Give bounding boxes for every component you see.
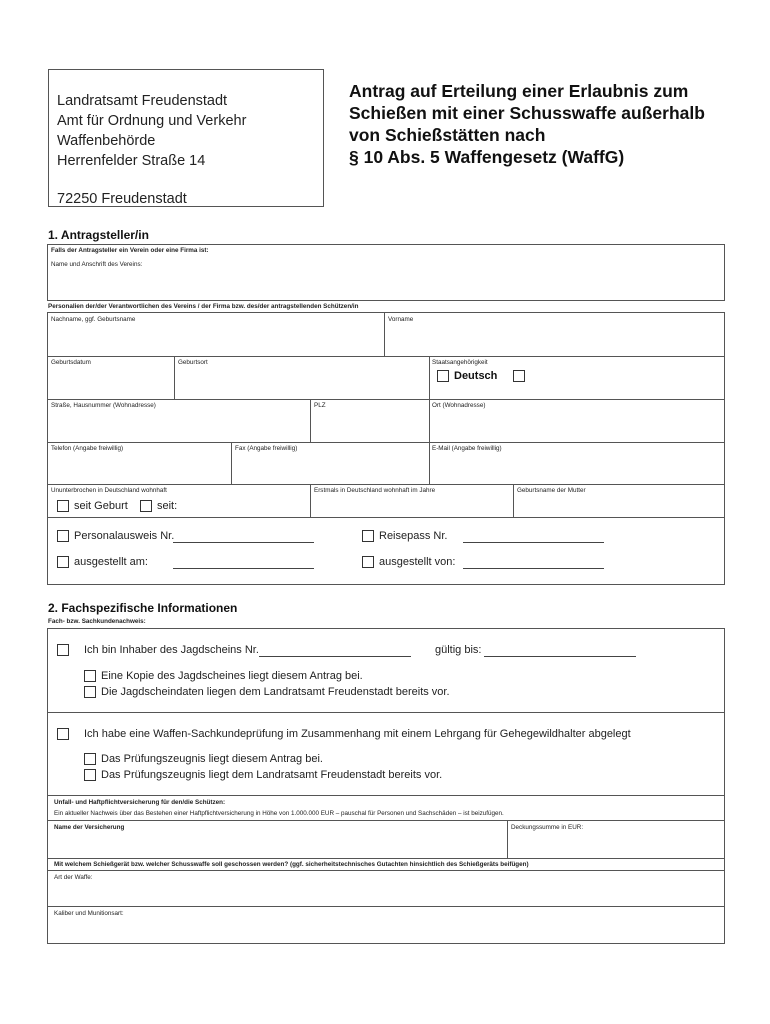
mother-name-label: Geburtsname der Mutter	[517, 487, 586, 494]
lastname-label: Nachname, ggf. Geburtsname	[51, 316, 136, 323]
issued-by-label: ausgestellt von:	[379, 556, 456, 568]
qualification-box	[47, 628, 725, 944]
copy-attached-option[interactable]	[84, 670, 363, 682]
nationality-other-option[interactable]	[513, 370, 525, 382]
nationality-german-option[interactable]	[437, 370, 497, 382]
insurance-note: Ein aktueller Nachweis über das Bestehen einer Haftpflichtversicherung in Höhe von 1.000.000 EUR – pauschal für Personen und Sachschäden – ist beizufügen.	[54, 810, 504, 817]
passport-label: Reisepass Nr.	[379, 530, 448, 542]
grid-line	[429, 442, 430, 484]
coverage-label: Deckungssumme in EUR:	[511, 824, 584, 831]
authority-address-box	[48, 69, 324, 207]
personal-data-grid	[47, 312, 725, 585]
email-label: E-Mail (Angabe freiwillig)	[432, 445, 502, 452]
fax-label: Fax (Angabe freiwillig)	[235, 445, 298, 452]
street-label: Straße, Hausnummer (Wohnadresse)	[51, 402, 156, 409]
weapon-question: Mit welchem Schießgerät bzw. welcher Schusswaffe soll geschossen werden? (ggf. sicherheitstechnisches Gutachten hinsichtlich des Schießgeräts beifügen)	[54, 861, 529, 868]
issued-on-label: ausgestellt am:	[74, 556, 148, 568]
since-birth-option[interactable]	[57, 500, 128, 512]
weapon-type-field[interactable]	[48, 871, 724, 906]
phone-label: Telefon (Angabe freiwillig)	[51, 445, 124, 452]
checkbox[interactable]	[513, 370, 525, 382]
form-title	[349, 80, 749, 168]
grid-line	[429, 356, 430, 399]
id-card-label: Personalausweis Nr.	[74, 530, 175, 542]
first-resident-label: Erstmals in Deutschland wohnhaft im Jahre	[314, 487, 436, 494]
exam-label: Ich habe eine Waffen-Sachkundeprüfung im Zusammenhang mit einem Lehrgang für Gehegewildhalter abgelegt	[84, 728, 631, 740]
lastname-field[interactable]	[48, 313, 384, 356]
title-line-3: von Schießstätten nach	[349, 125, 546, 145]
weapon-type-label: Art der Waffe:	[54, 874, 93, 881]
issued-by-field[interactable]	[463, 568, 604, 569]
cert-attached-option[interactable]	[84, 753, 323, 765]
checkbox[interactable]	[84, 753, 96, 765]
copy-attached-label: Eine Kopie des Jagdscheines liegt diesem Antrag bei.	[101, 670, 363, 682]
id-card-option[interactable]	[57, 530, 174, 542]
city-label: Ort (Wohnadresse)	[432, 402, 486, 409]
club-field[interactable]	[47, 244, 725, 301]
title-line-4: § 10 Abs. 5 Waffengesetz (WaffG)	[349, 147, 625, 167]
authority-department: Amt für Ordnung und Verkehr	[57, 113, 247, 129]
authority-city: 72250 Freudenstadt	[57, 191, 187, 207]
exam-option[interactable]	[57, 728, 69, 740]
grid-line	[174, 356, 175, 399]
club-name-label: Name und Anschrift des Vereins:	[51, 261, 143, 268]
checkbox[interactable]	[84, 769, 96, 781]
checkbox[interactable]	[57, 644, 69, 656]
checkbox[interactable]	[57, 500, 69, 512]
grid-line	[310, 399, 311, 442]
grid-line	[513, 484, 514, 517]
checkbox[interactable]	[362, 556, 374, 568]
checkbox[interactable]	[57, 530, 69, 542]
grid-line	[48, 399, 724, 400]
authority-street: Herrenfelder Straße 14	[57, 153, 206, 169]
insurance-name-field[interactable]	[48, 821, 507, 858]
firstname-label: Vorname	[388, 316, 414, 323]
checkbox[interactable]	[84, 670, 96, 682]
grid-line	[310, 484, 311, 517]
issued-by-option[interactable]	[362, 556, 455, 568]
caliber-field[interactable]	[48, 907, 724, 943]
cert-available-option[interactable]	[84, 769, 442, 781]
data-available-label: Die Jagdscheindaten liegen dem Landratsamt Freudenstadt bereits vor.	[101, 686, 450, 698]
insurance-name-label: Name der Versicherung	[54, 824, 125, 831]
valid-until-field[interactable]	[484, 656, 636, 657]
id-card-number-field[interactable]	[173, 542, 314, 543]
section-2-sub: Fach- bzw. Sachkundenachweis:	[48, 618, 146, 625]
section-2-heading: 2. Fachspezifische Informationen	[48, 601, 238, 615]
valid-until-label: gültig bis:	[435, 644, 482, 656]
caliber-label: Kaliber und Munitionsart:	[54, 910, 124, 917]
checkbox[interactable]	[437, 370, 449, 382]
issued-on-field[interactable]	[173, 568, 314, 569]
club-note: Falls der Antragsteller ein Verein oder eine Firma ist:	[51, 247, 209, 254]
checkbox[interactable]	[57, 728, 69, 740]
nationality-german-label: Deutsch	[454, 370, 498, 382]
grid-line	[48, 517, 724, 518]
hunting-license-number-field[interactable]	[259, 656, 411, 657]
grid-line	[48, 442, 724, 443]
nationality-label: Staatsangehörigkeit	[432, 359, 488, 366]
passport-option[interactable]	[362, 530, 447, 542]
grid-line	[48, 356, 724, 357]
hunting-license-label: Ich bin Inhaber des Jagdscheins Nr.	[84, 644, 259, 656]
passport-number-field[interactable]	[463, 542, 604, 543]
birthdate-label: Geburtsdatum	[51, 359, 91, 366]
checkbox[interactable]	[140, 500, 152, 512]
title-line-2: Schießen mit einer Schusswaffe außerhalb	[349, 103, 705, 123]
grid-line	[429, 399, 430, 442]
since-birth-label: seit Geburt	[74, 500, 128, 512]
hunting-license-option[interactable]	[57, 644, 69, 656]
checkbox[interactable]	[84, 686, 96, 698]
cert-attached-label: Das Prüfungszeugnis liegt diesem Antrag bei.	[101, 753, 323, 765]
zip-label: PLZ	[314, 402, 326, 409]
grid-line	[48, 795, 724, 796]
grid-line	[48, 858, 724, 859]
resident-label: Ununterbrochen in Deutschland wohnhaft	[51, 487, 167, 494]
coverage-field[interactable]	[508, 821, 724, 858]
data-available-option[interactable]	[84, 686, 450, 698]
since-label: seit:	[157, 500, 178, 512]
grid-line	[48, 484, 724, 485]
title-line-1: Antrag auf Erteilung einer Erlaubnis zum	[349, 81, 689, 101]
grid-line	[231, 442, 232, 484]
checkbox[interactable]	[362, 530, 374, 542]
authority-office: Waffenbehörde	[57, 133, 156, 149]
firstname-field[interactable]	[385, 313, 724, 356]
grid-line	[48, 712, 724, 713]
issued-on-option[interactable]	[57, 556, 148, 568]
since-option[interactable]	[140, 500, 177, 512]
cert-available-label: Das Prüfungszeugnis liegt dem Landratsamt Freudenstadt bereits vor.	[101, 769, 443, 781]
authority-name: Landratsamt Freudenstadt	[57, 93, 228, 109]
personal-heading: Personalien der/der Verantwortlichen des Vereins / der Firma bzw. des/der antragstellenden Schützen/in	[48, 303, 359, 310]
checkbox[interactable]	[57, 556, 69, 568]
section-1-heading: 1. Antragsteller/in	[48, 228, 149, 242]
birthplace-label: Geburtsort	[178, 359, 208, 366]
insurance-heading: Unfall- und Haftpflichtversicherung für den/die Schützen:	[54, 799, 226, 806]
